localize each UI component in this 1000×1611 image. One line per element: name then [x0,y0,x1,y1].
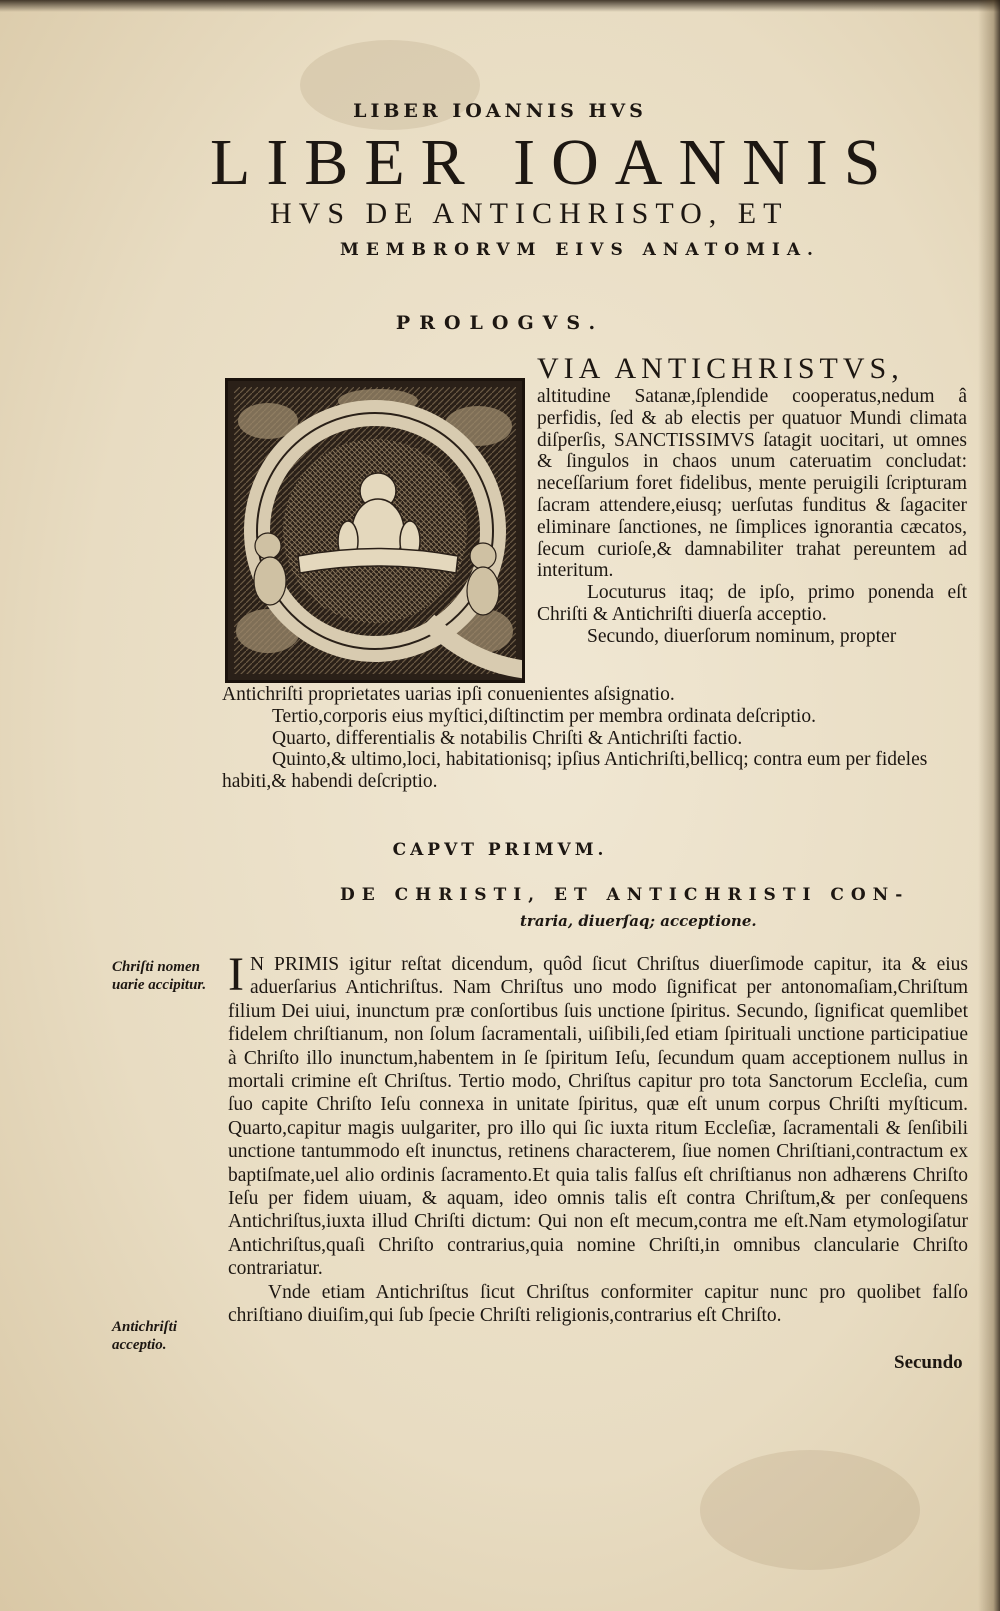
running-head: LIBER IOANNIS HVS [353,100,647,122]
chapter-heading: CAPVT PRIMVM. [392,840,608,860]
prologue-heading: PROLOGVS. [395,312,605,334]
woodcut-initial-q [225,378,525,683]
prologue-paragraph-4: Tertio,corporis eius myſtici,diſtinctim per membra ordinata deſcriptio. [272,705,816,727]
chapter-initial-letter: I [228,948,244,1001]
title-line-2: HVS DE ANTICHRISTO, ET [270,197,789,230]
chapter-paragraph-1-text: N PRIMIS igitur reſtat dicendum, quôd ſicut Chriſtus diuerſimode capitur, ita & eius aduerſarius Antichriſtus. Nam Chriſtus uno modo ſignificat per antonomaſiam,Chriſtum filium Dei uiui, inunctum præ conſortibus ſuis unctione ſpiritus. Secundo, ſignificat quemlibet fidelem chriſtianum, non ſolum ſacramentali, uiſibili,ſed etiam ſpirituali unctione participatiue à Chriſto illo inunctum,habentem in ſe ſpiritum Ieſu, ſecundum quam acceptionem nullus in mortali crimine eſt Chriſtus. Tertio modo, Chriſtus capitur pro tota Sanctorum Eccleſia, cum ſuo capite Chriſto Ieſu connexa in unitate ſpiritus, quæ eſt unum corpus Chriſti myſticum. Quarto,capitur magis uulgariter, pro illo qui ſic iuxta ritum Eccleſiæ, ſacramentali & ſenſibili unctione tantummodo eſt inunctus, retinens characterem, ſiue nomen Chriſtiani,contractum ex baptiſmate,uel alio ordinis ſacramento.Et quia talis falſus eſt chriſtianus non adhærens Chriſto Ieſu per fidem uiuam, & aquam, ideo omnis talis eſt contra Chriſtum,& per conſequens Antichriſtus,iuxta illud Chriſti dictum: Qui non eſt mecum,contra me eſt.Nam etymologiſatur Antichriſtus,quaſi Chriſto contrarius,quia nomine Chriſti,in omnibus clancularie Chriſto contrariatur. [228,954,968,1280]
woodcut-illustration [228,381,522,680]
prologue-text-full-width [222,684,967,793]
catchword: Secundo [894,1352,963,1373]
prologue-paragraph-5: Quarto, differentialis & notabilis Chriſti & Antichriſti factio. [272,727,743,749]
chapter-subtitle-line-2: traria, diuerſaq; acceptione. [520,912,757,930]
chapter-subtitle-line-1: DE CHRISTI, ET ANTICHRISTI CON- [340,885,910,905]
page-top-shadow [0,0,1000,12]
title-line-1: LIBER IOANNIS [210,126,897,199]
page-gutter-shadow [978,0,1000,1611]
prologue-paragraph-1: altitudine Satanæ,ſplendide cooperatus,nedum â perfidis, ſed & ab electis per quatuor Mundi climata diſperſis, SANCTISSIMVS ſatagit uocitari, ut omnes & ſingulos in chaos unum cateruatim concludat: neceſſarium foret fidelibus, mente peruigili ſcripturam ſacram attendere,eiusq; uerſutas funditus & ſagaciter eliminare ſanctiones, ne ſimplices ignorantia cæcatos, ſecum curioſe,& damnabiliter trahat pereuntem ad interitum. [537,386,967,582]
chapter-body [228,948,968,1328]
prologue-paragraph-6: Quinto,& ultimo,loci, habitationisq; ipſius Antichriſti,bellicq; contra eum per fideles habiti,& habendi deſcriptio. [222,749,928,793]
prologue-text-beside-initial [537,386,967,648]
paper-stain [700,1450,920,1570]
chapter-paragraph-2: Vnde etiam Antichriſtus ſicut Chriſtus conformiter capitur nunc pro quolibet falſo chriſtiano diuiſim,qui ſub ſpecie Chriſti religionis,contrarius eſt Chriſto. [228,1281,968,1327]
prologue-paragraph-2: Locuturus itaq; de ipſo, primo ponenda eſt Chriſti & Antichriſti diuerſa acceptio. [537,582,967,625]
chapter-paragraph-1 [228,948,968,1281]
prologue-opening-words: VIA ANTICHRISTVS, [537,352,904,385]
margin-note-antichristi: Antichriſti acceptio. [112,1319,178,1353]
prologue-paragraph-3-start: Secundo, diuerſorum nominum, propter [587,625,897,647]
title-line-3: MEMBRORVM EIVS ANATOMIA. [340,240,820,260]
margin-note-christi: Chriſti nomen uarie accipitur. [112,959,207,993]
prologue-paragraph-3-end: Antichriſti proprietates uarias ipſi conuenientes aſsignatio. [222,684,675,705]
